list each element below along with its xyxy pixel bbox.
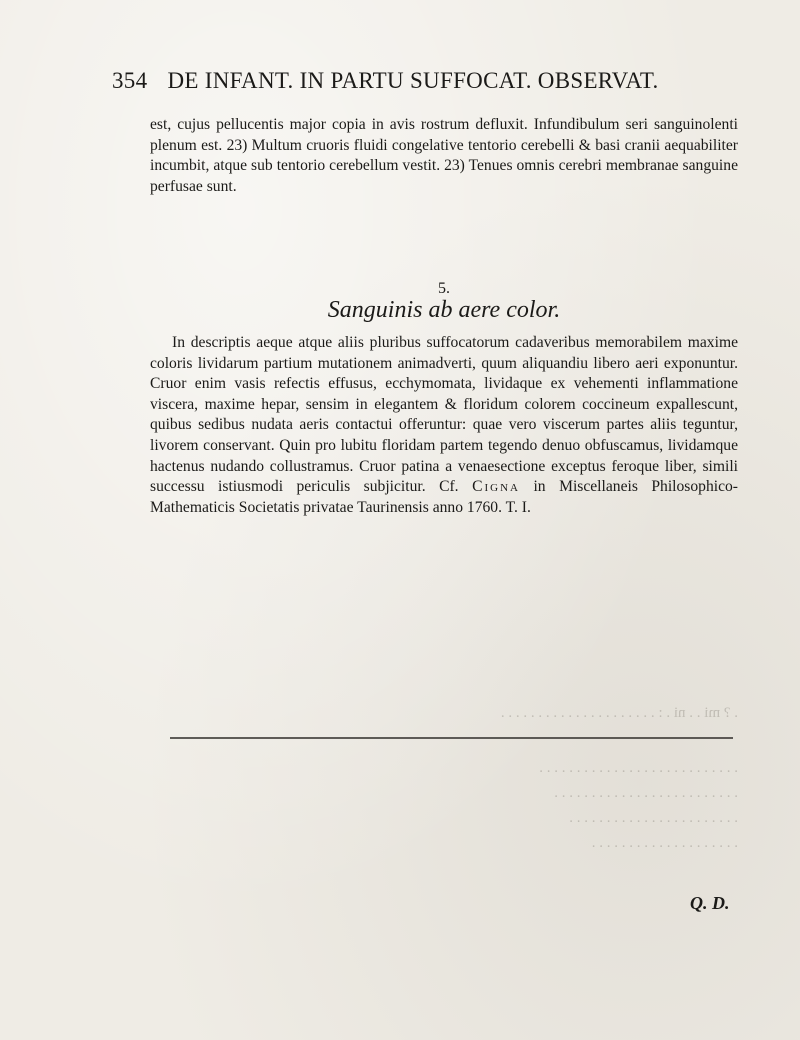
- cited-author: Cigna: [472, 478, 520, 496]
- bleed-through-line: . . . . . . . . . . . . . . . . . . . .: [591, 835, 738, 851]
- running-head: [112, 68, 712, 94]
- bleed-through-line: . ? mi . . ni . : . . . . . . . . . . . . . . . . . . . . .: [500, 705, 738, 721]
- paragraph-2: [150, 333, 738, 518]
- paragraph-1: est, cujus pellucentis major copia in avis rostrum defluxit. Infundibulum seri sanguinolenti plenum est. 23) Multum cruoris fluidi congelative tentorio cerebelli & basi cranii aequabiliter incumbit, atque sub tentorio cerebellum vestit. 23) Tenues omnis cerebri membranae sanguine perfusae sunt.: [150, 116, 738, 195]
- running-title: DE INFANT. IN PARTU SUFFOCAT. OBSERVAT.: [167, 68, 659, 93]
- paragraph-2-text-a: In descriptis aeque atque aliis pluribus suffocatorum cadaveribus memorabilem maxime coloris lividarum partium mutationem animadverti, quum aliquandiu libero aeri exponuntur. Cruor enim vasis refectis effusus, ecchymomata, lividaque ex vehementi inflammatione viscera, maxime hepar, sensim in elegantem & floridum colorem coccineum expallescunt, quibus sedibus nudata aeris contactui offeruntur: quae vero viscerum partes aliis teguntur, livorem conservant. Quin pro lubitu floridam partem tegendo denuo obfuscamus, lividamque hactenus nudando collustramus. Cruor patina a venaesectione exceptus feroque liber, simili successu istiusmodi periculis subjicitur. Cf.: [150, 334, 738, 496]
- page-number: 354: [112, 68, 148, 93]
- horizontal-rule: [170, 737, 733, 739]
- section-number: 5.: [438, 280, 450, 297]
- bleed-through-line: . . . . . . . . . . . . . . . . . . . . . . . . .: [554, 785, 738, 801]
- section-title: Sanguinis ab aere color.: [327, 297, 561, 323]
- paragraph-2-text-b: in Miscellaneis Philosophico-Mathematicis Societatis privatae Taurinensis anno 1760. T. I.: [150, 478, 738, 516]
- catchword: Q. D.: [690, 893, 730, 913]
- bleed-through-line: . . . . . . . . . . . . . . . . . . . . . . . . . . .: [539, 760, 738, 776]
- bleed-through-line: . . . . . . . . . . . . . . . . . . . . . . .: [569, 810, 738, 826]
